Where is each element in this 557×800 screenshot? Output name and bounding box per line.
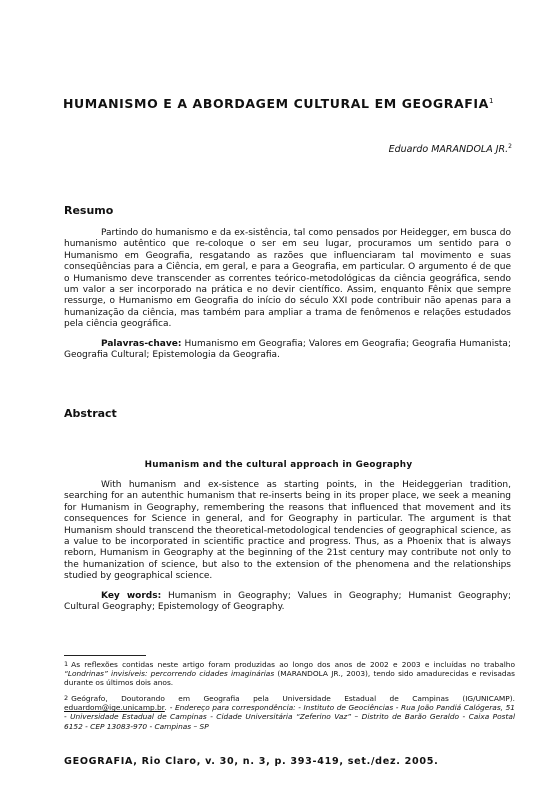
footnote-1-text-c: (MARANDOLA JR., 2003), tendo sido amadurecidas e revisadas durante os últimos dois anos. <box>64 669 515 688</box>
paper-title <box>0 96 557 111</box>
footnote-1 <box>64 660 515 688</box>
abstract-heading: Abstract <box>64 407 117 420</box>
footnote-2-text-a: Geógrafo, Doutorando em Geografia pela Universidade Estadual de Campinas (IG/UNICAMP). <box>71 694 515 703</box>
title-footnote-mark: 1 <box>488 96 495 105</box>
abstract-title: Humanism and the cultural approach in Geography <box>144 460 413 470</box>
resumo-heading: Resumo <box>64 204 114 217</box>
resumo-keywords-text: Humanismo em Geografia; Valores em Geografia; Geografia Humanista; Geografia Cultural; Epistemologia da Geografia. <box>64 339 511 361</box>
author-footnote-mark: 2 <box>508 143 512 150</box>
footnote-divider <box>64 655 146 656</box>
footnote-2 <box>64 694 515 731</box>
footnote-1-work-title: “Londrinas” invisíveis: percorrendo cidades imaginárias <box>64 669 275 679</box>
title-text: HUMANISMO E A ABORDAGEM CULTURAL EM GEOGRAFIA <box>62 96 489 111</box>
resumo-keywords-label: Palavras-chave: <box>101 339 182 349</box>
footnote-1-text-a: As reflexões contidas neste artigo foram produzidas ao longo dos anos de 2002 e 2003 e incluídas no trabalho <box>71 660 515 669</box>
abstract-keywords <box>64 591 511 614</box>
resumo-keywords <box>64 339 511 362</box>
author-email-link[interactable]: eduardom@ige.unicamp.br <box>64 703 165 713</box>
author-name: Eduardo MARANDOLA JR. <box>388 144 509 156</box>
abstract-keywords-text: Humanism in Geography; Values in Geography; Humanist Geography; Cultural Geography; Epistemology of Geography. <box>64 591 511 613</box>
footnote-1-number: 1 <box>64 660 69 668</box>
footnote-2-address: . - Endereço para correspondência: - Instituto de Geociências - Rua João Pandiá Calógeras, 51 - Universidade Estadual de Campinas - Cidade Universitária “Zeferino Vaz” – Distrito de Barão Geraldo - Caixa Postal 6152 - CEP 13083-970 - Campinas – SP <box>64 703 515 731</box>
footnote-2-number: 2 <box>64 694 69 702</box>
author-line <box>389 143 512 155</box>
journal-citation-footer: GEOGRAFIA, Rio Claro, v. 30, n. 3, p. 393-419, set./dez. 2005. <box>64 756 439 767</box>
abstract-body: With humanism and ex-sistence as starting points, in the Heideggerian tradition, searching for an autenthic humanism that re-inserts being in its proper place, we seek a meaning for Humanism in Geography, remembering the reasons that influenced that movement and its consequences for Science in general, and for Geography in particular. The argument is that Humanism should transcend the theoretical-metodological tendencies of geographical science, as a value to be incorporated in scientific practice and progress. Thus, as a Phoenix that is always reborn, Humanism in Geography at the beginning of the 21st century may contribute not only to the humanization of science, but also to the extension of the phenomena and the relationships studied by geographical science. <box>64 480 511 582</box>
abstract-keywords-label: Key words: <box>101 591 162 601</box>
resumo-body: Partindo do humanismo e da ex-sistência, tal como pensados por Heidegger, em busca do humanismo autêntico que re-coloque o ser em seu lugar, procuramos um sentido para o Humanismo em Geografia, resgatando as razões que influenciaram tal movimento e suas conseqüências para a Ciência, em geral, e para a Geografia, em particular. O argumento é de que o Humanismo deve transcender as correntes teórico-metodológicas da ciência geográfica, sendo um valor a ser incorporado na prática e no devir científico. Assim, enquanto Fênix que sempre ressurge, o Humanismo em Geografia do início do século XXI pode contribuir não apenas para a humanização da ciência, mas também para ampliar a trama de fenômenos e relações estudados pela ciência geográfica. <box>64 228 511 330</box>
